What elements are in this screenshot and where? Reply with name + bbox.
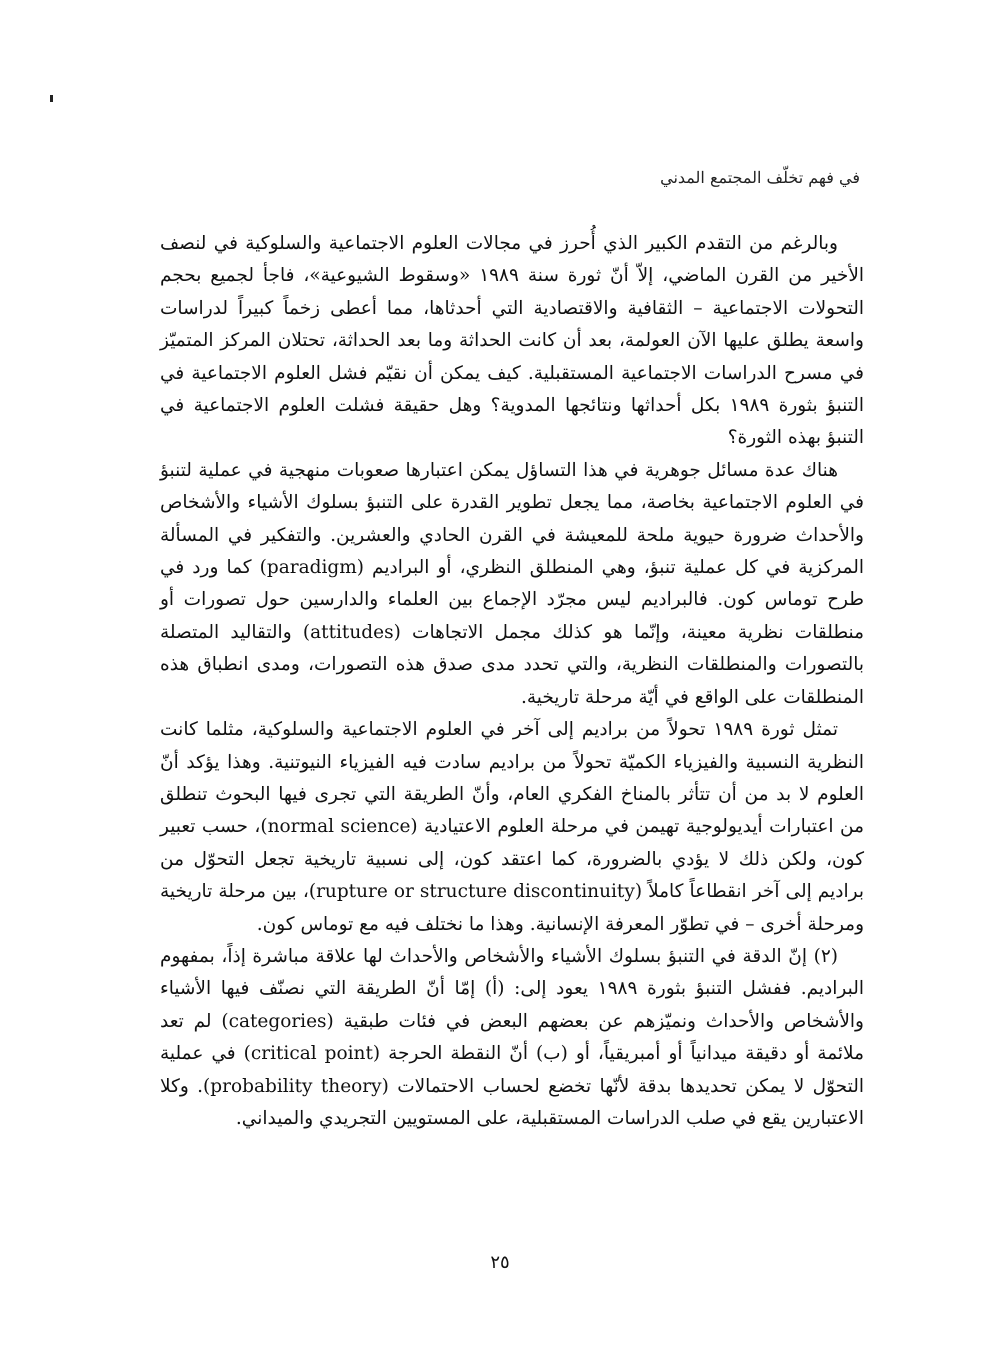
paragraph: هناك عدة مسائل جوهرية في هذا التساؤل يمكن اعتبارها صعوبات منهجية في عملية لتنبؤ في العلوم الاجتماعية بخاصة، مما يجعل تطوير القدرة على التنبؤ بسلوك الأشياء والأشخاص والأحداث ضرورة حيوية ملحة للمعيشة في القرن الحادي والعشرين. والتفكير في المسألة المركزية في كل عملية تنبؤ، وهي المنطلق النظري، أو البراديم (paradigm) كما ورد في طرح توماس كون. فالبراديم ليس مجرّد الإجماع بين العلماء والدارسين حول تصورات أو منطلقات نظرية معينة، وإنّما هو كذلك مجمل الاتجاهات (attitudes) والتقاليد المتصلة بالتصورات والمنطلقات النظرية، والتي تحدد مدى صدق هذه التصورات، ومدى انطباق هذه المنطلقات على الواقع في أيّة مرحلة تاريخية. bbox=[160, 459, 864, 708]
running-header: في فهم تخلّف المجتمع المدني bbox=[660, 168, 860, 187]
paragraph: تمثل ثورة ١٩٨٩ تحولاً من براديم إلى آخر في العلوم الاجتماعية والسلوكية، مثلما كانت النظرية النسبية والفيزياء الكميّة تحولاً من براديم سادت فيه الفيزياء النيوتنية. وهذا يؤكد أنّ العلوم لا بد من أن تتأثر بالمناخ الفكري العام، وأنّ الطريقة التي تجرى فيها البحوث تنطلق من اعتبارات أيديولوجية تهيمن في مرحلة العلوم الاعتيادية (normal science)، حسب تعبير كون، ولكن ذلك لا يؤدي بالضرورة، كما اعتقد كون، إلى نسبية تاريخية تجعل التحوّل من براديم إلى آخر انقطاعاً كاملاً (rupture or structure discontinuity)، بين مرحلة تاريخية ومرحلة أخرى – في تطوّر المعرفة الإنسانية. وهذا ما نختلف فيه مع توماس كون. bbox=[160, 719, 864, 935]
page-number: ٢٥ bbox=[490, 1252, 510, 1273]
body-text bbox=[160, 228, 864, 1135]
paragraph: وبالرغم من التقدم الكبير الذي أُحرز في مجالات العلوم الاجتماعية والسلوكية في لنصف الأخير من القرن الماضي، إلاّ أنّ ثورة سنة ١٩٨٩ «وسقوط الشيوعية»، فاجأ لجميع بحجم التحولات الاجتماعية – الثقافية والاقتصادية التي أحدثاها، مما أعطى زخماً كبيراً لدراسات واسعة يطلق عليها الآن العولمة، بعد أن كانت الحداثة وما بعد الحداثة، تحتلان المركز المتميّز في مسرح الدراسات الاجتماعية المستقبلية. كيف يمكن أن نقيّم فشل العلوم الاجتماعية في التنبؤ بثورة ١٩٨٩ بكل أحداثها ونتائجها المدوية؟ وهل حقيقة فشلت العلوم الاجتماعية في التنبؤ بهذه الثورة؟ bbox=[160, 233, 865, 449]
print-mark bbox=[50, 95, 53, 102]
paragraph: (٢) إنّ الدقة في التنبؤ بسلوك الأشياء والأشخاص والأحداث لها علاقة مباشرة إذاً، بمفهوم البراديم. ففشل التنبؤ بثورة ١٩٨٩ يعود إلى: (أ) إمّا أنّ الطريقة التي نصنّف فيها الأشياء والأشخاص والأحداث ونميّزهم عن بعضهم البعض في فئات طبقية (categories) لم تعد ملائمة أو دقيقة ميدانياً أو أمبريقياً، أو (ب) أنّ النقطة الحرجة (critical point) في عملية التحوّل لا يمكن تحديدها بدقة لأنّها تخضع لحساب الاحتمالات (probability theory). وكلا الاعتبارين يقع في صلب الدراسات المستقبلية، على المستويين التجريدي والميداني. bbox=[160, 945, 864, 1129]
